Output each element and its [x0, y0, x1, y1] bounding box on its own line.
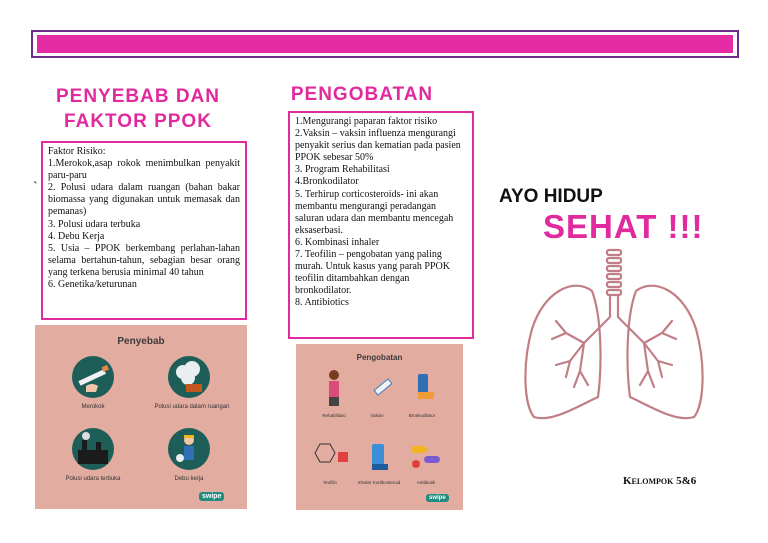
treatment-line: 7. Teofilin – pengobatan yang paling murah. Untuk kasus yang parah PPOK teofilin ditambahkan dengan bronkodilator.: [295, 249, 450, 297]
treatment-line: 5. Terhirup corticosteroids- ini akan membantu mengurangi peradangan saluran udara dan membantu mencegah eksaserbasi.: [295, 188, 454, 236]
causes-line: 2. Polusi udara dalam ruangan (bahan bakar biomassa yang digunakan untuk memasak dan pemanas): [48, 182, 240, 218]
molecule-icon: [308, 438, 352, 474]
treatment-panel-title: Pengobatan: [356, 353, 403, 362]
person-icon: [314, 366, 354, 408]
treatment-caption: Bronkodilator: [408, 413, 436, 418]
causes-caption: Debu kerja: [174, 476, 204, 482]
causes-line: Faktor Risiko:: [48, 146, 106, 157]
treatment-line: 2.Vaksin – vaksin influenza mengurangi penyakit serius dan kematian pada pasien PPOK sebesar 50%: [295, 128, 461, 164]
inhaler-icon: [410, 370, 440, 404]
treatment-panel: [296, 344, 463, 510]
causes-panel-title: Penyebab: [117, 336, 165, 347]
swipe-logo: swipe: [199, 492, 224, 501]
top-banner: [31, 30, 739, 58]
causes-line: 3. Polusi udara terbuka: [48, 218, 141, 230]
group-label: Kelompok 5&6: [623, 475, 697, 487]
lungs-icon: [522, 247, 708, 425]
causes-textbox: [41, 141, 247, 320]
slogan-line-1: AYO HIDUP: [499, 186, 603, 207]
swipe-logo: swipe: [426, 494, 449, 502]
causes-caption: Merokok: [81, 404, 105, 410]
slogan-line-2: SEHAT !!!: [543, 208, 704, 245]
pills-icon: [408, 442, 444, 472]
causes-caption: Polusi udara terbuka: [65, 476, 121, 482]
heading-treatment: PENGOBATAN: [290, 84, 434, 105]
causes-caption: Polusi udara dalam ruangan: [154, 404, 230, 410]
treatment-textbox: [288, 111, 474, 339]
causes-panel: [35, 325, 247, 509]
treatment-caption: Rehabilitasi: [322, 413, 346, 418]
causes-line: 5. Usia – PPOK berkembang perlahan-lahan selama bertahun-tahun, sebagian besar orang yang terkena berusia minimal 40 tahun: [48, 242, 240, 278]
heading-causes: PENYEBAB DAN FAKTOR PPOK: [55, 86, 221, 132]
treatment-line: 8. Antibiotics: [295, 297, 349, 309]
treatment-line: 3. Program Rehabilitasi: [295, 164, 390, 176]
stray-mark: `: [33, 180, 38, 195]
causes-line: 4. Debu Kerja: [48, 230, 105, 242]
causes-line: 6. Genetika/keturunan: [48, 279, 137, 291]
treatment-caption: Teofilin: [322, 480, 337, 485]
causes-line: 1.Merokok,asap rokok menimbulkan penyakit paru-paru: [48, 158, 240, 182]
cigarette-icon: [72, 356, 114, 398]
treatment-caption: Vaksin: [370, 413, 384, 418]
treatment-caption: Antibiotik: [416, 480, 436, 485]
factory-icon: [72, 428, 114, 470]
worker-icon: [168, 428, 210, 470]
top-banner-fill: [37, 35, 733, 53]
treatment-line: 6. Kombinasi inhaler: [295, 236, 380, 248]
syringe-icon: [368, 372, 398, 402]
treatment-caption: Inhaler Kortikosteroid: [357, 480, 401, 485]
treatment-line: 4.Bronkodilator: [295, 176, 359, 188]
inhaler-icon: [366, 442, 392, 474]
treatment-line: 1.Mengurangi paparan faktor risiko: [295, 116, 438, 127]
stove-icon: [168, 356, 210, 398]
